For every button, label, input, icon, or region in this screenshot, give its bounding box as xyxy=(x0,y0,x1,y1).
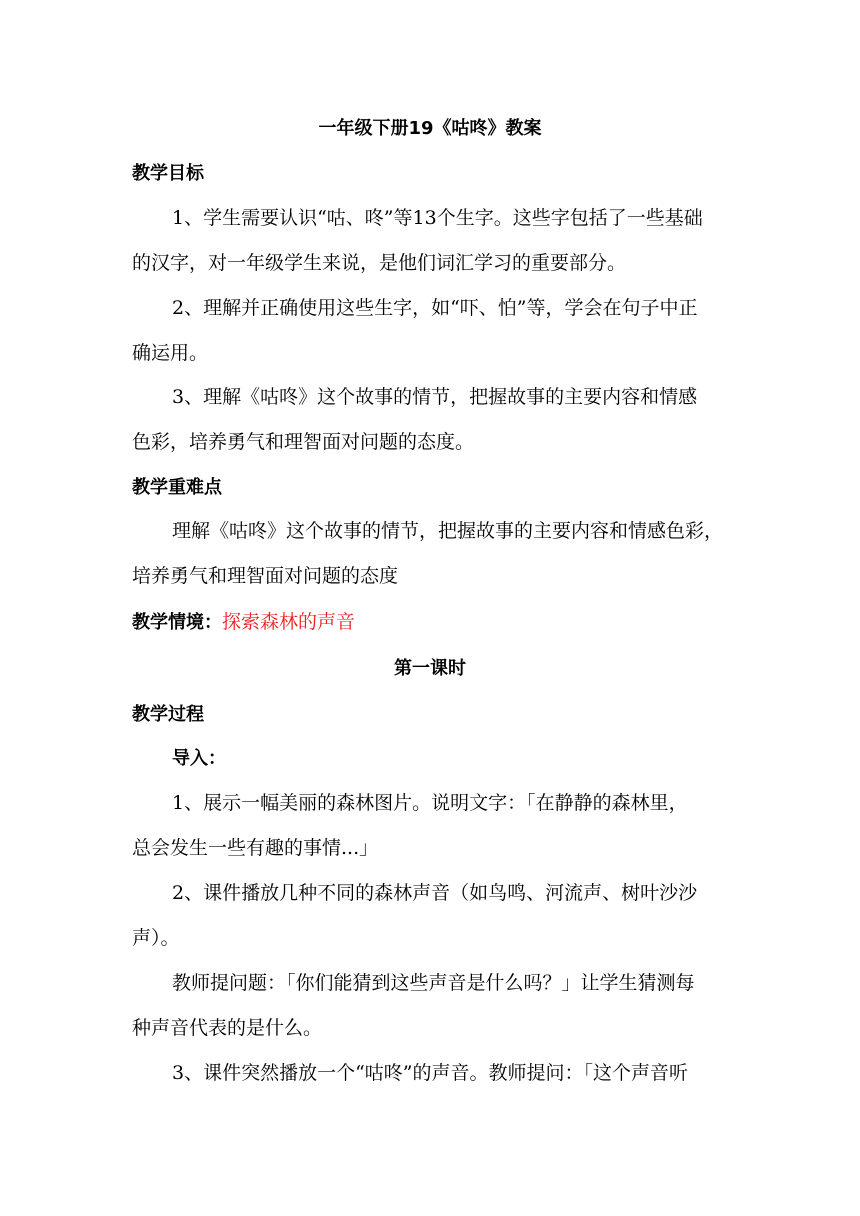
key-points-line-1: 理解《咕咚》这个故事的情节，把握故事的主要内容和情感色彩， xyxy=(172,520,724,542)
objective-2-line-2: 确运用。 xyxy=(132,342,209,364)
lesson-title: 第一课时 xyxy=(394,658,466,679)
situation-row xyxy=(132,610,355,635)
question-line-2: 种声音代表的是什么。 xyxy=(132,1017,323,1039)
objective-3-line-2: 色彩，培养勇气和理智面对问题的态度。 xyxy=(132,431,475,453)
step-2-line-1: 2、课件播放几种不同的森林声音（如鸟鸣、河流声、树叶沙沙 xyxy=(172,882,698,904)
objective-2-line-1: 2、理解并正确使用这些生字，如“吓、怕”等，学会在句子中正 xyxy=(172,297,698,319)
step-1-line-1: 1、展示一幅美丽的森林图片。说明文字：「在静静的森林里， xyxy=(172,792,688,814)
intro-label: 导入： xyxy=(172,748,226,769)
key-points-line-2: 培养勇气和理智面对问题的态度 xyxy=(132,565,399,587)
document-title: 一年级下册19《咕咚》教案 xyxy=(318,118,542,139)
step-1-line-2: 总会发生一些有趣的事情...」 xyxy=(132,837,379,859)
objective-1-line-1: 1、学生需要认识“咕、咚”等13个生字。这些字包括了一些基础 xyxy=(172,207,703,229)
step-3-line-1: 3、课件突然播放一个“咕咚”的声音。教师提问：「这个声音听 xyxy=(172,1062,689,1084)
objectives-heading: 教学目标 xyxy=(132,163,204,184)
situation-label: 教学情境： xyxy=(132,612,222,633)
objective-3-line-1: 3、理解《咕咚》这个故事的情节，把握故事的主要内容和情感 xyxy=(172,386,698,408)
objective-1-line-2: 的汉字，对一年级学生来说，是他们词汇学习的重要部分。 xyxy=(132,252,627,274)
key-points-heading: 教学重难点 xyxy=(132,477,222,498)
situation-value: 探索森林的声音 xyxy=(222,611,356,633)
question-line-1: 教师提问题：「你们能猜到这些声音是什么吗？」让学生猜测每 xyxy=(172,972,695,994)
step-2-line-2: 声）。 xyxy=(132,927,180,949)
process-heading: 教学过程 xyxy=(132,704,204,725)
